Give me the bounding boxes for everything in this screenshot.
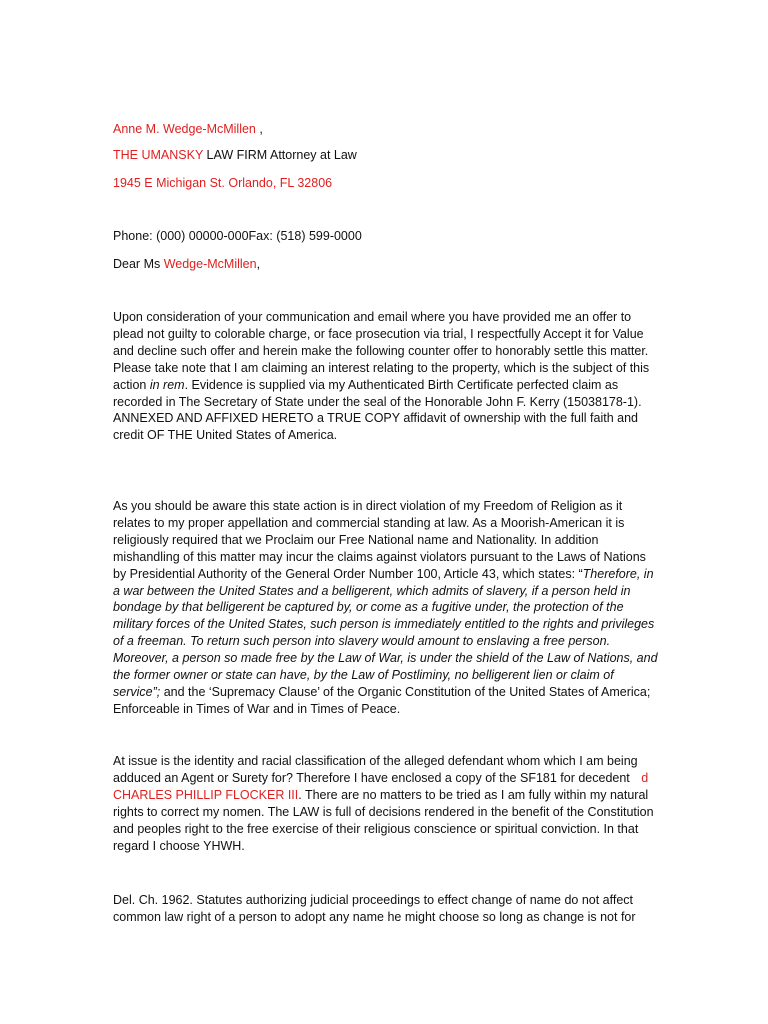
salutation-suffix: , [256,257,261,271]
salutation [113,256,260,273]
decedent-name: CHARLES PHILLIP FLOCKER III [113,787,299,802]
recipient-suffix: , [255,122,263,136]
firm-line [113,147,357,164]
p3-text-1: At issue is the identity and racial classification of the alleged defendant whom which I am being adduced an Agent or Surety for? Therefore I have enclosed a copy of the SF181 for decedent [113,754,638,785]
p1-italic: in rem [149,377,185,392]
p1-text-2: . Evidence is supplied via my Authenticated Birth Certificate perfected claim as recorded in The Secretary of State under the seal of the Honorable John F. Kerry (15038178-1). ANNEXED AND AFFIXED HERETO a TRUE COPY affidavit of ownership with the full faith and credit OF THE United States of America. [113,377,642,443]
firm-address: 1945 E Michigan St. Orlando, FL 32806 [113,176,333,190]
p4-text: Del. Ch. 1962. Statutes authorizing judicial proceedings to effect change of name do not affect common law right of a person to adopt any name he might choose so long as change is not for [113,893,636,924]
phone-fax-line: Phone: (000) 00000-000Fax: (518) 599-0000 [113,229,362,243]
firm-name-rest: LAW FIRM Attorney at Law [203,148,357,162]
paragraph-statutes [113,892,658,926]
p3-red-d: d [641,770,649,785]
salutation-prefix: Dear Ms [113,257,164,271]
p1-text-1: Upon consideration of your communication and email where you have provided me an offer to plead not guilty to colorable charge, or face prosecution via trial, I respectfully Accept it for Value and decline such offer and herein make the following counter offer to honorably settle this matter. Please take note that I am claiming an interest relating to the property, which is the subject of this action [113,310,650,392]
recipient-line [113,121,263,138]
paragraph-religion [113,498,658,718]
p3-text-2: . There are no matters to be tried as I am fully within my natural rights to correct my nomen. The LAW is full of decisions rendered in the benefit of the Constitution and peoples right to the free exercise of their religious conscience or spiritual conviction. In that regard I choose YHWH. [113,787,654,853]
salutation-name: Wedge-McMillen [163,257,257,271]
firm-name-highlight: THE UMANSKY [113,148,204,162]
p2-text-1: As you should be aware this state action is in direct violation of my Freedom of Religion as it relates to my proper appellation and commercial standing at law. As a Moorish-American it is religiously required that we Proclaim our Free National name and Nationality. In addition mishandling of this matter may incur the claims against violators pursuant to the Laws of Nations by Presidential Authority of the General Order Number 100, Article 43, which states: “ [113,499,646,581]
paragraph-identity [113,753,658,854]
recipient-name: Anne M. Wedge-McMillen [113,122,256,136]
p2-text-2: and the ‘Supremacy Clause’ of the Organic Constitution of the United States of America; Enforceable in Times of War and in Times of Peace. [113,684,651,716]
paragraph-counter-offer [113,309,658,444]
p2-italic-quote: Therefore, in a war between the United States and a belligerent, which admits of slavery, if a person held in bondage by that belligerent be captured by, or come as a fugitive under, the protection of the military forces of the United States, such person is immediately entitled to the rights and privileges of a freeman. To return such person into slavery would amount to enslaving a free person. Moreover, a person so made free by the Law of War, is under the shield of the Law of Nations, and the former owner or state can have, by the Law of Postliminy, no belligerent lien or claim of service”; [113,566,658,699]
